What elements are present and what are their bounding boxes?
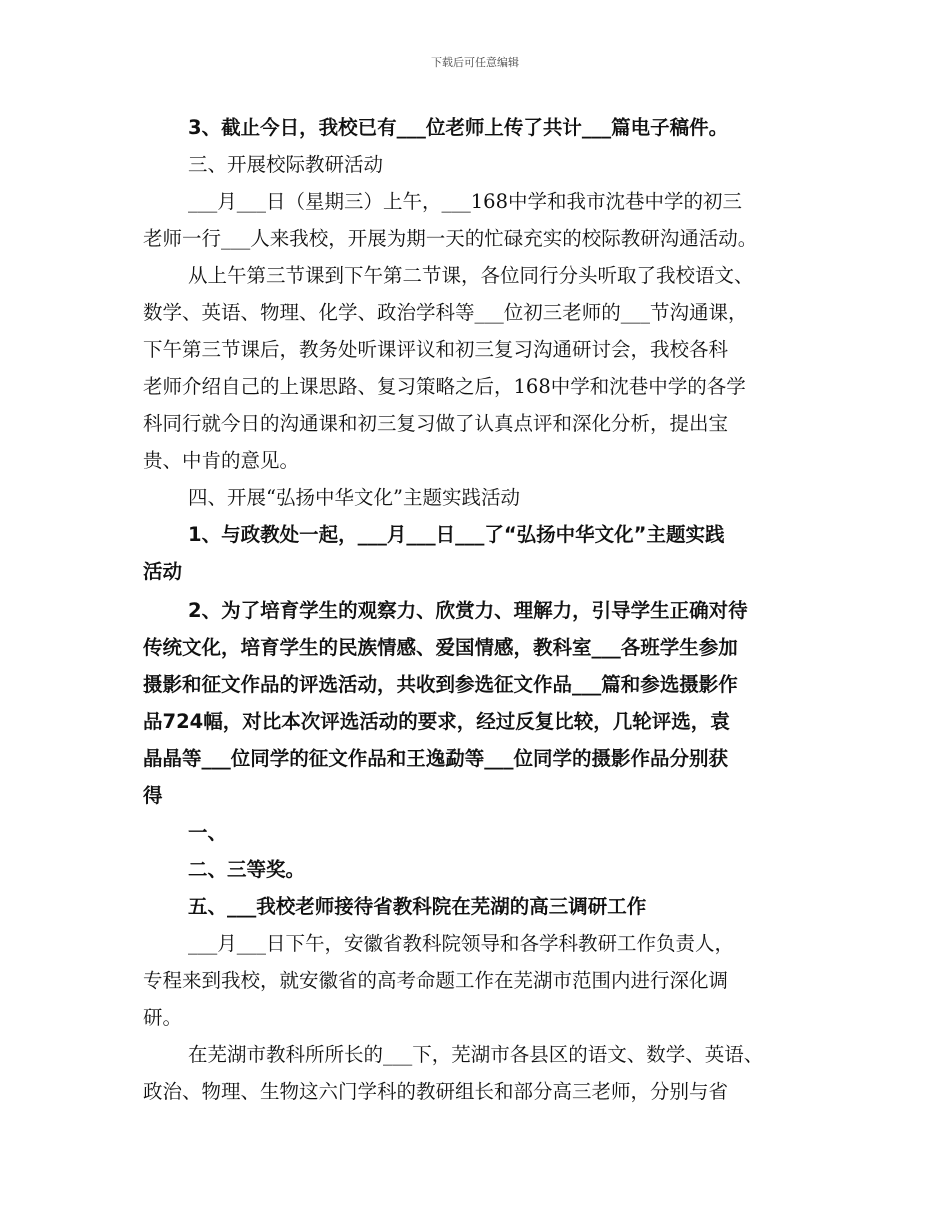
text-line: 政治、物理、生物这六门学科的教研组长和部分高三老师，分别与省 [143,1080,729,1103]
text-line: 数学、英语、物理、化学、政治学科等___位初三老师的___节沟通课， [143,301,748,324]
section-heading: 四、开展“弘扬中华文化”主题实践活动 [188,486,520,509]
section-heading: 五、___我校老师接待省教科院在芜湖的高三调研工作 [188,895,647,918]
text-line: 贵、中肯的意见。 [143,449,300,472]
text-line: 从上午第三节课到下午第二节课，各位同行分头听取了我校语文、 [188,264,754,287]
text-line: 晶晶等___位同学的征文作品和王逸勐等___位同学的摄影作品分别获 [143,747,729,770]
text-line: 二、三等奖。 [188,858,306,881]
text-line: 1、与政教处一起，___月___日___了“弘扬中华文化”主题实践 [188,523,725,546]
text-line: 专程来到我校，就安徽省的高考命题工作在芜湖市范围内进行深化调 [143,969,729,992]
text-line: 3、截止今日，我校已有___位老师上传了共计___篇电子稿件。 [188,116,729,139]
text-line: 下午第三节课后，教务处听课评议和初三复习沟通研讨会，我校各科 [143,338,729,361]
text-line: 科同行就今日的沟通课和初三复习做了认真点评和深化分析，提出宝 [143,412,729,435]
text-line: 一、 [188,821,228,844]
section-heading: 三、开展校际教研活动 [188,153,384,176]
text-line: 得 [143,784,163,807]
text-line: 传统文化，培育学生的民族情感、爱国情感，教科室___各班学生参加 [143,636,738,659]
text-line: 品724幅，对比本次评选活动的要求，经过反复比较，几轮评选，袁 [143,710,730,733]
text-line: ___月___日下午，安徽省教科院领导和各学科教研工作负责人， [188,932,735,955]
text-line: 活动 [143,560,183,583]
text-line: ___月___日（星期三）上午，___168中学和我市沈巷中学的初三 [188,190,742,213]
text-line: 2、为了培育学生的观察力、欣赏力、理解力，引导学生正确对待 [188,599,748,622]
text-line: 老师一行___人来我校，开展为期一天的忙碌充实的校际教研沟通活动。 [143,227,758,250]
text-line: 在芜湖市教科所所长的___下，芜湖市各县区的语文、数学、英语、 [188,1043,764,1066]
text-line: 摄影和征文作品的评选活动，共收到参选征文作品___篇和参选摄影作 [143,673,738,696]
text-line: 研。 [143,1006,183,1029]
page-header: 下载后可任意编辑 [431,56,519,69]
text-line: 老师介绍自己的上课思路、复习策略之后，168中学和沈巷中学的各学 [143,375,746,398]
